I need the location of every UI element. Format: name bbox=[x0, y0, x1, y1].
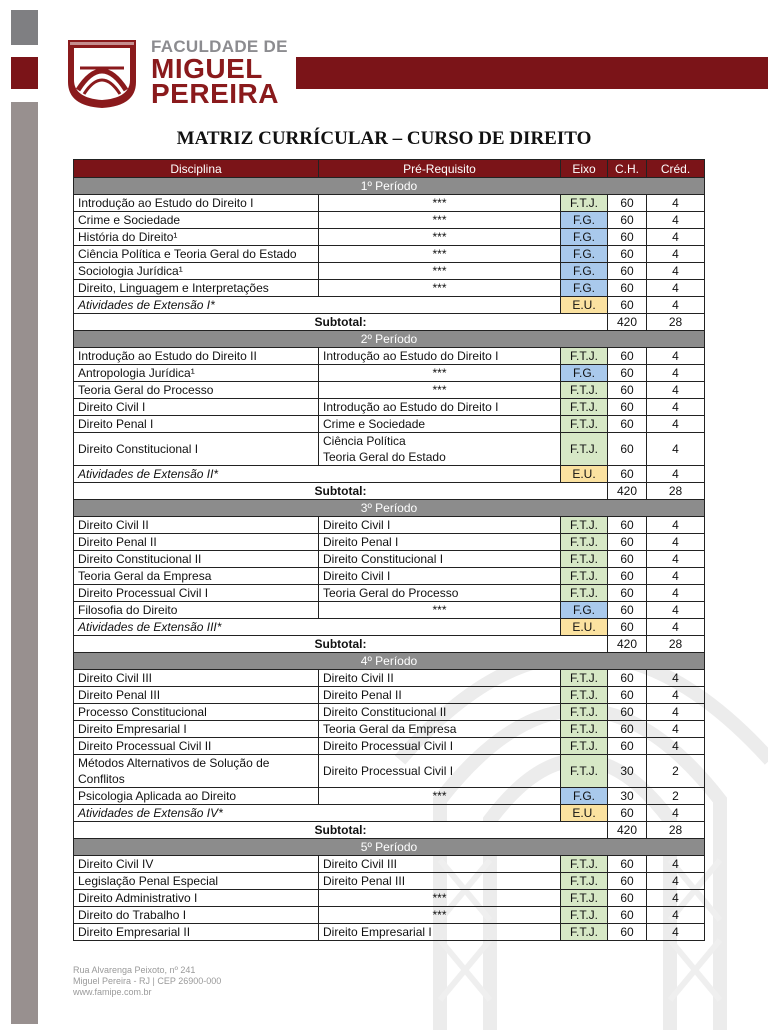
discipline-cell: Atividades de Extensão II* bbox=[74, 466, 561, 483]
discipline-cell: Processo Constitucional bbox=[74, 704, 319, 721]
ch-cell: 60 bbox=[608, 382, 647, 399]
prerequisite-cell bbox=[319, 433, 561, 466]
cred-cell: 4 bbox=[647, 805, 705, 822]
prerequisite-cell: Direito Civil II bbox=[319, 670, 561, 687]
cred-cell: 4 bbox=[647, 280, 705, 297]
ch-cell: 60 bbox=[608, 365, 647, 382]
subtotal-row bbox=[74, 314, 705, 331]
prerequisite-cell: Direito Penal II bbox=[319, 687, 561, 704]
eixo-cell: F.T.J. bbox=[561, 534, 608, 551]
subtotal-cred: 28 bbox=[647, 636, 705, 653]
discipline-cell: Direito Penal III bbox=[74, 687, 319, 704]
eixo-cell: F.T.J. bbox=[561, 687, 608, 704]
eixo-cell: F.T.J. bbox=[561, 721, 608, 738]
eixo-cell: F.T.J. bbox=[561, 890, 608, 907]
prerequisite-cell: *** bbox=[319, 890, 561, 907]
prerequisite-cell: Teoria Geral do Processo bbox=[319, 585, 561, 602]
ch-cell: 60 bbox=[608, 890, 647, 907]
eixo-cell: F.G. bbox=[561, 365, 608, 382]
header-ch: C.H. bbox=[608, 160, 647, 178]
ch-cell: 60 bbox=[608, 246, 647, 263]
discipline-cell: Direito Civil II bbox=[74, 517, 319, 534]
discipline-cell: Direito Constitucional I bbox=[74, 433, 319, 466]
cred-cell: 4 bbox=[647, 873, 705, 890]
cred-cell: 4 bbox=[647, 348, 705, 365]
table-row bbox=[74, 856, 705, 873]
table-row bbox=[74, 534, 705, 551]
prerequisite-cell: *** bbox=[319, 280, 561, 297]
header-cred: Créd. bbox=[647, 160, 705, 178]
subtotal-row bbox=[74, 483, 705, 500]
table-row bbox=[74, 602, 705, 619]
eixo-cell: F.T.J. bbox=[561, 755, 608, 788]
eixo-cell: F.G. bbox=[561, 229, 608, 246]
left-decor-red bbox=[11, 57, 38, 89]
subtotal-cred: 28 bbox=[647, 822, 705, 839]
prerequisite-line: Ciência Política bbox=[323, 434, 406, 448]
ch-cell: 60 bbox=[608, 924, 647, 941]
subtotal-ch: 420 bbox=[608, 822, 647, 839]
eixo-cell: F.T.J. bbox=[561, 517, 608, 534]
discipline-cell: Psicologia Aplicada ao Direito bbox=[74, 788, 319, 805]
ch-cell: 60 bbox=[608, 280, 647, 297]
subtotal-row bbox=[74, 636, 705, 653]
ch-cell: 60 bbox=[608, 738, 647, 755]
prerequisite-cell: *** bbox=[319, 229, 561, 246]
curriculum-table bbox=[73, 159, 705, 941]
discipline-cell: Direito Civil III bbox=[74, 670, 319, 687]
table-row bbox=[74, 619, 705, 636]
table-row bbox=[74, 416, 705, 433]
table-row bbox=[74, 924, 705, 941]
cred-cell: 4 bbox=[647, 619, 705, 636]
eixo-cell: E.U. bbox=[561, 805, 608, 822]
subtotal-ch: 420 bbox=[608, 483, 647, 500]
table-row bbox=[74, 517, 705, 534]
footer-website: www.famipe.com.br bbox=[73, 987, 152, 997]
table-row bbox=[74, 755, 705, 788]
discipline-line: Métodos Alternativos de Solução de bbox=[78, 756, 270, 770]
prerequisite-cell: Direito Constitucional II bbox=[319, 704, 561, 721]
period-title: 4º Período bbox=[74, 653, 705, 670]
header-disciplina: Disciplina bbox=[74, 160, 319, 178]
period-header-row bbox=[74, 331, 705, 348]
table-row bbox=[74, 585, 705, 602]
prerequisite-cell: *** bbox=[319, 246, 561, 263]
ch-cell: 60 bbox=[608, 602, 647, 619]
eixo-cell: F.G. bbox=[561, 212, 608, 229]
eixo-cell: F.T.J. bbox=[561, 704, 608, 721]
table-row bbox=[74, 788, 705, 805]
subtotal-label: Subtotal: bbox=[74, 822, 608, 839]
footer-street: Rua Alvarenga Peixoto, nº 241 bbox=[73, 965, 196, 975]
table-row bbox=[74, 873, 705, 890]
prerequisite-cell: Direito Processual Civil I bbox=[319, 738, 561, 755]
cred-cell: 4 bbox=[647, 704, 705, 721]
ch-cell: 30 bbox=[608, 755, 647, 788]
college-logo-icon bbox=[66, 38, 138, 110]
prerequisite-cell: Direito Civil I bbox=[319, 568, 561, 585]
cred-cell: 4 bbox=[647, 246, 705, 263]
cred-cell: 4 bbox=[647, 924, 705, 941]
table-row bbox=[74, 466, 705, 483]
prerequisite-cell: *** bbox=[319, 365, 561, 382]
table-row bbox=[74, 229, 705, 246]
table-row bbox=[74, 195, 705, 212]
subtotal-row bbox=[74, 822, 705, 839]
prerequisite-line: Teoria Geral do Estado bbox=[323, 450, 446, 464]
cred-cell: 4 bbox=[647, 195, 705, 212]
period-header-row bbox=[74, 653, 705, 670]
prerequisite-cell: Direito Processual Civil I bbox=[319, 755, 561, 788]
table-row bbox=[74, 568, 705, 585]
eixo-cell: F.T.J. bbox=[561, 924, 608, 941]
discipline-cell: Filosofia do Direito bbox=[74, 602, 319, 619]
table-row bbox=[74, 212, 705, 229]
prerequisite-cell: *** bbox=[319, 602, 561, 619]
cred-cell: 4 bbox=[647, 602, 705, 619]
eixo-cell: F.T.J. bbox=[561, 399, 608, 416]
eixo-cell: E.U. bbox=[561, 297, 608, 314]
prerequisite-cell: Direito Civil III bbox=[319, 856, 561, 873]
discipline-cell: Atividades de Extensão III* bbox=[74, 619, 561, 636]
table-row bbox=[74, 263, 705, 280]
discipline-cell: Legislação Penal Especial bbox=[74, 873, 319, 890]
subtotal-label: Subtotal: bbox=[74, 314, 608, 331]
discipline-cell: Direito Civil IV bbox=[74, 856, 319, 873]
eixo-cell: F.T.J. bbox=[561, 348, 608, 365]
eixo-cell: F.T.J. bbox=[561, 670, 608, 687]
prerequisite-cell: Introdução ao Estudo do Direito I bbox=[319, 348, 561, 365]
left-decor-gray-bar bbox=[11, 102, 38, 1024]
ch-cell: 60 bbox=[608, 687, 647, 704]
left-decor-gray-top bbox=[11, 10, 38, 45]
cred-cell: 4 bbox=[647, 687, 705, 704]
table-row bbox=[74, 280, 705, 297]
prerequisite-cell: *** bbox=[319, 788, 561, 805]
table-row bbox=[74, 246, 705, 263]
eixo-cell: E.U. bbox=[561, 619, 608, 636]
eixo-cell: F.T.J. bbox=[561, 585, 608, 602]
table-row bbox=[74, 890, 705, 907]
discipline-cell: Direito Empresarial II bbox=[74, 924, 319, 941]
subtotal-ch: 420 bbox=[608, 314, 647, 331]
eixo-cell: F.G. bbox=[561, 263, 608, 280]
header-red-band bbox=[296, 57, 768, 89]
page-title: MATRIZ CURRÍCULAR – CURSO DE DIREITO bbox=[176, 128, 592, 149]
prerequisite-cell: Crime e Sociedade bbox=[319, 416, 561, 433]
discipline-cell: Ciência Política e Teoria Geral do Estado bbox=[74, 246, 319, 263]
cred-cell: 4 bbox=[647, 907, 705, 924]
eixo-cell: F.T.J. bbox=[561, 856, 608, 873]
cred-cell: 4 bbox=[647, 297, 705, 314]
discipline-cell: Direito Penal II bbox=[74, 534, 319, 551]
table-row bbox=[74, 297, 705, 314]
table-row bbox=[74, 805, 705, 822]
ch-cell: 30 bbox=[608, 788, 647, 805]
discipline-cell: Teoria Geral da Empresa bbox=[74, 568, 319, 585]
prerequisite-cell: Direito Empresarial I bbox=[319, 924, 561, 941]
prerequisite-cell: Teoria Geral da Empresa bbox=[319, 721, 561, 738]
table-row bbox=[74, 721, 705, 738]
cred-cell: 4 bbox=[647, 534, 705, 551]
ch-cell: 60 bbox=[608, 517, 647, 534]
table-header-row bbox=[74, 160, 705, 178]
footer-city: Miguel Pereira - RJ | CEP 26900-000 bbox=[73, 976, 222, 986]
period-title: 1º Período bbox=[74, 178, 705, 195]
table-row bbox=[74, 551, 705, 568]
discipline-cell: Introdução ao Estudo do Direito II bbox=[74, 348, 319, 365]
ch-cell: 60 bbox=[608, 873, 647, 890]
eixo-cell: F.T.J. bbox=[561, 382, 608, 399]
cred-cell: 4 bbox=[647, 670, 705, 687]
cred-cell: 2 bbox=[647, 788, 705, 805]
eixo-cell: F.G. bbox=[561, 788, 608, 805]
table-row bbox=[74, 365, 705, 382]
header-prerequisito: Pré-Requisito bbox=[319, 160, 561, 178]
eixo-cell: F.T.J. bbox=[561, 568, 608, 585]
cred-cell: 2 bbox=[647, 755, 705, 788]
cred-cell: 4 bbox=[647, 399, 705, 416]
ch-cell: 60 bbox=[608, 399, 647, 416]
eixo-cell: F.G. bbox=[561, 246, 608, 263]
table-row bbox=[74, 907, 705, 924]
period-header-row bbox=[74, 500, 705, 517]
period-title: 5º Período bbox=[74, 839, 705, 856]
subtotal-cred: 28 bbox=[647, 314, 705, 331]
discipline-cell: Direito Processual Civil I bbox=[74, 585, 319, 602]
ch-cell: 60 bbox=[608, 704, 647, 721]
cred-cell: 4 bbox=[647, 229, 705, 246]
cred-cell: 4 bbox=[647, 365, 705, 382]
ch-cell: 60 bbox=[608, 721, 647, 738]
table-row bbox=[74, 399, 705, 416]
eixo-cell: F.T.J. bbox=[561, 873, 608, 890]
table-row bbox=[74, 687, 705, 704]
prerequisite-cell: Direito Penal III bbox=[319, 873, 561, 890]
prerequisite-cell: *** bbox=[319, 195, 561, 212]
cred-cell: 4 bbox=[647, 738, 705, 755]
table-row bbox=[74, 670, 705, 687]
brand-line-2: MIGUEL bbox=[151, 53, 263, 84]
cred-cell: 4 bbox=[647, 433, 705, 466]
discipline-cell: Direito, Linguagem e Interpretações bbox=[74, 280, 319, 297]
ch-cell: 60 bbox=[608, 263, 647, 280]
cred-cell: 4 bbox=[647, 212, 705, 229]
ch-cell: 60 bbox=[608, 805, 647, 822]
ch-cell: 60 bbox=[608, 212, 647, 229]
cred-cell: 4 bbox=[647, 382, 705, 399]
table-row bbox=[74, 704, 705, 721]
table-row bbox=[74, 382, 705, 399]
ch-cell: 60 bbox=[608, 195, 647, 212]
eixo-cell: F.G. bbox=[561, 602, 608, 619]
brand-line-1: FACULDADE DE bbox=[151, 37, 288, 56]
ch-cell: 60 bbox=[608, 229, 647, 246]
cred-cell: 4 bbox=[647, 568, 705, 585]
eixo-cell: F.T.J. bbox=[561, 433, 608, 466]
eixo-cell: E.U. bbox=[561, 466, 608, 483]
discipline-cell: Atividades de Extensão IV* bbox=[74, 805, 561, 822]
ch-cell: 60 bbox=[608, 670, 647, 687]
prerequisite-cell: *** bbox=[319, 907, 561, 924]
discipline-cell: Direito Penal I bbox=[74, 416, 319, 433]
period-title: 3º Período bbox=[74, 500, 705, 517]
eixo-cell: F.T.J. bbox=[561, 551, 608, 568]
discipline-cell: Crime e Sociedade bbox=[74, 212, 319, 229]
discipline-line: Conflitos bbox=[78, 772, 125, 786]
discipline-cell: Direito do Trabalho I bbox=[74, 907, 319, 924]
table-row bbox=[74, 738, 705, 755]
discipline-cell: Teoria Geral do Processo bbox=[74, 382, 319, 399]
ch-cell: 60 bbox=[608, 551, 647, 568]
ch-cell: 60 bbox=[608, 907, 647, 924]
discipline-cell: Direito Empresarial I bbox=[74, 721, 319, 738]
eixo-cell: F.T.J. bbox=[561, 738, 608, 755]
prerequisite-cell: Direito Penal I bbox=[319, 534, 561, 551]
discipline-cell: Direito Constitucional II bbox=[74, 551, 319, 568]
discipline-cell: Direito Processual Civil II bbox=[74, 738, 319, 755]
cred-cell: 4 bbox=[647, 416, 705, 433]
period-title: 2º Período bbox=[74, 331, 705, 348]
cred-cell: 4 bbox=[647, 585, 705, 602]
period-header-row bbox=[74, 839, 705, 856]
table-row bbox=[74, 348, 705, 365]
discipline-cell: Sociologia Jurídica¹ bbox=[74, 263, 319, 280]
ch-cell: 60 bbox=[608, 619, 647, 636]
ch-cell: 60 bbox=[608, 297, 647, 314]
discipline-cell: Antropologia Jurídica¹ bbox=[74, 365, 319, 382]
discipline-cell: Direito Civil I bbox=[74, 399, 319, 416]
header-eixo: Eixo bbox=[561, 160, 608, 178]
subtotal-ch: 420 bbox=[608, 636, 647, 653]
eixo-cell: F.T.J. bbox=[561, 907, 608, 924]
ch-cell: 60 bbox=[608, 856, 647, 873]
prerequisite-cell: Direito Constitucional I bbox=[319, 551, 561, 568]
discipline-cell: Direito Administrativo I bbox=[74, 890, 319, 907]
prerequisite-cell: *** bbox=[319, 382, 561, 399]
ch-cell: 60 bbox=[608, 585, 647, 602]
cred-cell: 4 bbox=[647, 890, 705, 907]
table-body bbox=[74, 178, 705, 941]
footer-address bbox=[73, 965, 221, 998]
ch-cell: 60 bbox=[608, 433, 647, 466]
cred-cell: 4 bbox=[647, 721, 705, 738]
ch-cell: 60 bbox=[608, 534, 647, 551]
eixo-cell: F.G. bbox=[561, 280, 608, 297]
table-row bbox=[74, 433, 705, 466]
college-name bbox=[151, 37, 288, 109]
discipline-cell: Introdução ao Estudo do Direito I bbox=[74, 195, 319, 212]
discipline-cell: Atividades de Extensão I* bbox=[74, 297, 561, 314]
ch-cell: 60 bbox=[608, 466, 647, 483]
prerequisite-cell: Direito Civil I bbox=[319, 517, 561, 534]
period-header-row bbox=[74, 178, 705, 195]
cred-cell: 4 bbox=[647, 466, 705, 483]
cred-cell: 4 bbox=[647, 263, 705, 280]
eixo-cell: F.T.J. bbox=[561, 416, 608, 433]
cred-cell: 4 bbox=[647, 856, 705, 873]
discipline-cell bbox=[74, 755, 319, 788]
subtotal-label: Subtotal: bbox=[74, 636, 608, 653]
prerequisite-cell: Introdução ao Estudo do Direito I bbox=[319, 399, 561, 416]
eixo-cell: F.T.J. bbox=[561, 195, 608, 212]
ch-cell: 60 bbox=[608, 348, 647, 365]
ch-cell: 60 bbox=[608, 568, 647, 585]
cred-cell: 4 bbox=[647, 517, 705, 534]
ch-cell: 60 bbox=[608, 416, 647, 433]
subtotal-label: Subtotal: bbox=[74, 483, 608, 500]
cred-cell: 4 bbox=[647, 551, 705, 568]
prerequisite-cell: *** bbox=[319, 263, 561, 280]
brand-line-3: PEREIRA bbox=[151, 78, 279, 109]
subtotal-cred: 28 bbox=[647, 483, 705, 500]
prerequisite-cell: *** bbox=[319, 212, 561, 229]
discipline-cell: História do Direito¹ bbox=[74, 229, 319, 246]
